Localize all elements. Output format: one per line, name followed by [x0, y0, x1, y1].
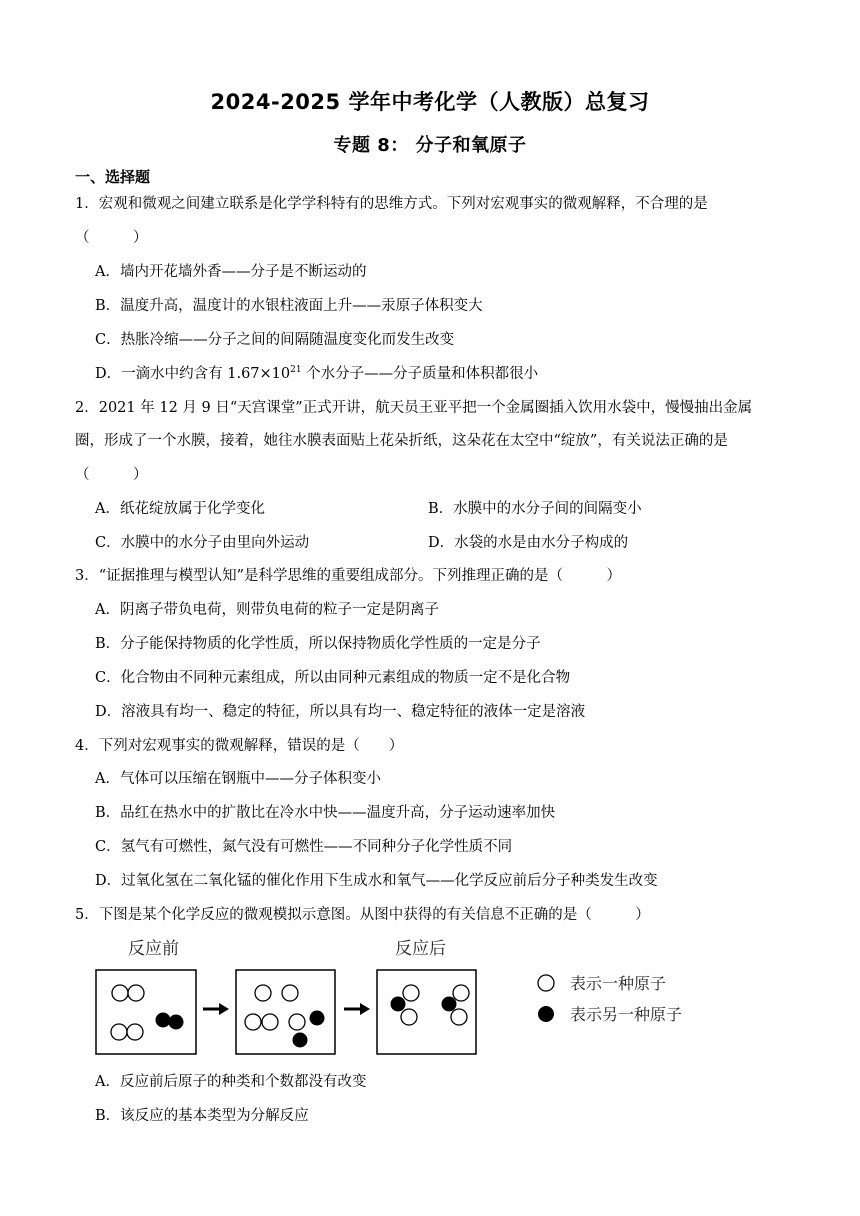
exponent: 21: [290, 365, 302, 376]
question-4-option-a: A．气体可以压缩在钢瓶中——分子体积变小: [95, 771, 381, 787]
label-before: 反应前: [128, 939, 179, 959]
section-heading: 一、选择题: [75, 168, 151, 186]
question-1-option-b: B．温度升高，温度计的水银柱液面上升——汞原子体积变大: [95, 298, 483, 314]
reaction-diagram: [95, 938, 715, 1058]
question-3-option-c: C．化合物由不同种元素组成，所以由同种元素组成的物质一定不是化合物: [95, 670, 571, 686]
page-title: 2024-2025 学年中考化学（人教版）总复习: [210, 90, 650, 114]
arrow-icon: [344, 1003, 370, 1015]
question-2-option-d: D．水袋的水是由水分子构成的: [428, 535, 629, 551]
question-2-option-a: A．纸花绽放属于化学变化: [95, 501, 265, 517]
question-4-option-d: D．过氧化氢在二氧化锰的催化作用下生成水和氧气——化学反应前后分子种类发生改变: [95, 873, 658, 889]
question-4-stem: 4．下列对宏观事实的微观解释，错误的是（ ）: [75, 738, 404, 754]
option-d-prefix: D．一滴水中约含有 1.67×10: [95, 366, 291, 382]
legend-white-atom-icon: [538, 975, 554, 991]
molecule-white-pair: [112, 985, 144, 1001]
question-1-option-c: C．热胀冷缩——分子之间的间隔随温度变化而发生改变: [95, 332, 455, 348]
molecule-black-pair: [156, 1013, 184, 1030]
label-after: 反应后: [395, 939, 446, 959]
question-3-option-a: A．阴离子带负电荷，则带负电荷的粒子一定是阴离子: [95, 602, 439, 618]
question-2-blank: （ ）: [75, 467, 148, 483]
question-2-option-b: B．水膜中的水分子间的间隔变小: [428, 501, 642, 517]
legend-white-label: 表示一种原子: [570, 974, 667, 993]
molecule-white-pair: [111, 1024, 143, 1040]
arrow-icon: [203, 1003, 229, 1015]
question-5-stem: 5．下图是某个化学反应的微观模拟示意图。从图中获得的有关信息不正确的是（ ）: [75, 907, 650, 923]
question-1-option-d: [95, 364, 538, 384]
question-3-option-b: B．分子能保持物质的化学性质，所以保持物质化学性质的一定是分子: [95, 636, 541, 652]
product-molecule: [442, 985, 470, 1025]
box-before: [96, 970, 196, 1054]
question-3-stem: 3．“证据推理与模型认知”是科学思维的重要组成部分。下列推理正确的是（ ）: [75, 568, 622, 584]
question-3-option-d: D．溶液具有均一、稳定的特征，所以具有均一、稳定特征的液体一定是溶液: [95, 704, 586, 720]
legend-black-label: 表示另一种原子: [570, 1005, 683, 1024]
question-1-option-a: A．墙内开花墙外香——分子是不断运动的: [95, 264, 367, 280]
question-2-option-c: C．水膜中的水分子由里向外运动: [95, 535, 310, 551]
question-2-stem-line-2: 圈，形成了一个水膜，接着，她往水膜表面贴上花朵折纸，这朵花在太空中“绽放”，有关说法正确的是: [75, 433, 728, 449]
question-1-stem: 1．宏观和微观之间建立联系是化学学科特有的思维方式。下列对宏观事实的微观解释，不合理的是: [75, 196, 708, 212]
option-d-suffix: 个水分子——分子质量和体积都很小: [301, 366, 539, 382]
question-5-option-b: B．该反应的基本类型为分解反应: [95, 1108, 309, 1124]
product-molecule: [391, 985, 420, 1025]
question-2-stem-line-1: 2．2021 年 12 月 9 日“天宫课堂”正式开讲，航天员王亚平把一个金属圈插入饮用水袋中，慢慢抽出金属: [75, 400, 753, 416]
question-5-option-a: A．反应前后原子的种类和个数都没有改变: [95, 1074, 367, 1090]
question-4-option-b: B．品红在热水中的扩散比在冷水中快——温度升高，分子运动速率加快: [95, 805, 556, 821]
page-subtitle: 专题 8： 分子和氧原子: [333, 135, 527, 156]
question-1-blank: （ ）: [75, 230, 148, 246]
legend-black-atom-icon: [538, 1006, 554, 1022]
question-4-option-c: C．氢气有可燃性，氮气没有可燃性——不同种分子化学性质不同: [95, 839, 513, 855]
white-atoms: [245, 985, 305, 1030]
